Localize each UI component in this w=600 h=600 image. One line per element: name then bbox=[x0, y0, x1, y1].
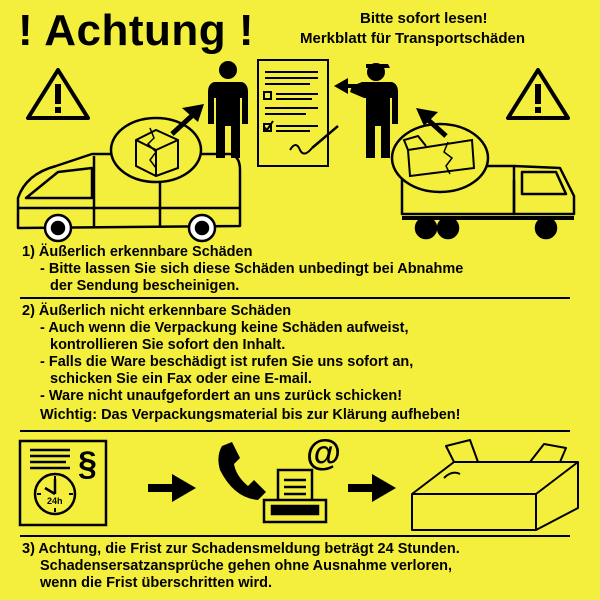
warning-triangle-left-icon bbox=[28, 70, 88, 118]
section1-heading: 1) Äußerlich erkennbare Schäden bbox=[22, 244, 253, 260]
damaged-box-bubble-icon bbox=[111, 118, 201, 182]
arrow-right-icon bbox=[148, 474, 196, 502]
email-at-icon: @ bbox=[306, 432, 342, 473]
signed-document-icon bbox=[258, 60, 338, 166]
section2-heading: 2) Äußerlich nicht erkennbare Schäden bbox=[22, 303, 292, 319]
phone-icon bbox=[218, 442, 266, 500]
subtitle-leaflet: Merkblatt für Transportschäden bbox=[300, 30, 526, 47]
divider-2 bbox=[20, 430, 570, 432]
returned-package-icon bbox=[412, 440, 578, 530]
section1-line2: der Sendung bescheinigen. bbox=[50, 278, 240, 294]
section3-line1: 3) Achtung, die Frist zur Schadensmeldung beträgt 24 Stunden. bbox=[22, 541, 460, 557]
section3-line2: Schadensersatzansprüche gehen ohne Ausnahme verloren, bbox=[40, 558, 453, 574]
page-title: ! Achtung ! bbox=[18, 6, 255, 55]
section2-line4: schicken Sie ein Fax oder eine E-mail. bbox=[50, 371, 312, 387]
section1-line1: - Bitte lassen Sie sich diese Schäden unbedingt bei Abnahme bbox=[40, 261, 464, 277]
section2-line1: - Auch wenn die Verpackung keine Schäden aufweist, bbox=[40, 320, 409, 336]
arrow-right-2-icon bbox=[348, 474, 396, 502]
person-customer-icon bbox=[208, 61, 248, 158]
section3-line3: wenn die Frist überschritten wird. bbox=[40, 575, 273, 591]
section2-line2: kontrollieren Sie sofort den Inhalt. bbox=[50, 337, 286, 353]
clock-24h-label: 24h bbox=[47, 496, 63, 506]
divider-1 bbox=[20, 297, 570, 299]
divider-3 bbox=[20, 535, 570, 537]
paragraph-icon: § bbox=[78, 445, 97, 483]
person-driver-icon bbox=[350, 63, 398, 158]
section2-important: Wichtig: Das Verpackungsmaterial bis zur Klärung aufheben! bbox=[40, 407, 461, 423]
section2-line5: - Ware nicht unaufgefordert an uns zurück schicken! bbox=[40, 388, 403, 404]
damaged-cargo-bubble-icon bbox=[392, 124, 488, 192]
subtitle-read-now: Bitte sofort lesen! bbox=[360, 10, 488, 27]
warning-triangle-right-icon bbox=[508, 70, 568, 118]
section2-line3: - Falls die Ware beschädigt ist rufen Sie uns sofort an, bbox=[40, 354, 414, 370]
fax-machine-icon bbox=[264, 470, 326, 522]
